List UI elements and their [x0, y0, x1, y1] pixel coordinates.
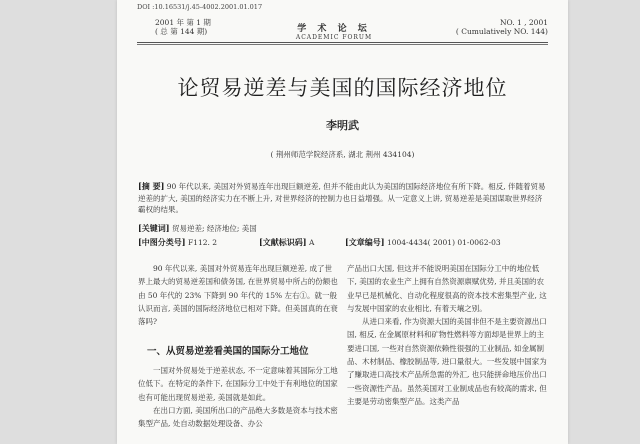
classification-number — [138, 237, 217, 248]
journal-page — [117, 0, 568, 444]
article-no-label: [文章编号] — [345, 237, 385, 247]
keywords-label: [关键词] — [138, 223, 170, 233]
body-column-right — [347, 262, 547, 408]
classification-label: [中图分类号] — [138, 237, 186, 247]
keywords-text: 贸易逆差; 经济地位; 美国 — [171, 224, 257, 233]
keywords — [138, 223, 257, 234]
abstract-label: [摘 要] — [138, 181, 165, 191]
classification-value: F112. 2 — [187, 238, 218, 247]
header-rule — [137, 42, 548, 43]
left-paragraph-2: 一国对外贸易处于逆差状态, 不一定意味着其国际分工地位低下。在特定的条件下, 在国际分工中处于有利地位的国家也有可能出现贸易逆差, 美国就是如此。 — [138, 366, 338, 402]
left-paragraph-1: 90 年代以来, 美国对外贸易连年出现巨额逆差, 成了世界上最大的贸易逆差国和债务国, 在世界贸易中所占的份额也由 50 年代的 23% 下降到 90 年代的 15% 左右①。就一般认识而言, 美国的国际经济地位已相对下降。但美国真的在衰落吗? — [138, 264, 338, 327]
issue-line-2: ( 总 第 144 期) — [155, 27, 208, 36]
abstract-text: 90 年代以来, 美国对外贸易连年出现巨额逆差, 但并不能由此认为美国的国际经济地位有所下降。相反, 伴随着贸易逆差的扩大, 美国的经济实力在不断上升, 对世界经济的控制力也日益增强。从一定意义上讲, 贸易逆差是美国谋取世界经济霸权的结果。 — [138, 182, 546, 214]
no-line-1: NO. 1 , 2001 — [499, 18, 548, 27]
issue-info — [155, 18, 211, 36]
left-paragraph-3: 在出口方面, 美国所出口的产品绝大多数是资本与技术密集型产品, 处自动数据处理设备、办公 — [138, 405, 338, 429]
article-no-value: 1004-4434( 2001) 01-0062-03 — [386, 238, 501, 247]
issue-line-1: 2001 年 第 1 期 — [155, 18, 211, 27]
doc-code-label: [文献标识码] — [259, 237, 307, 247]
body-column-left-lower — [138, 364, 338, 430]
section-heading: 一、从贸易逆差看美国的国际分工地位 — [147, 346, 309, 357]
article-title: 论贸易逆差与美国的国际经济地位 — [177, 76, 508, 100]
doi-label: DOI :10.16531/j.45-4002.2001.01.017 — [137, 3, 263, 11]
right-paragraph-1: 产品出口大国, 但这并不能说明美国在国际分工中的地位低下, 美国的农业生产上拥有自然资源禀赋优势, 并且美国的农业早已是机械化、自动化程度很高的资本技术密集型产业, 这与发展中国家的农业相比, 有着天壤之别。 — [347, 264, 547, 313]
journal-name — [279, 21, 389, 41]
abstract — [138, 181, 548, 216]
journal-name-en: ACADEMIC FORUM — [295, 34, 373, 41]
author-affiliation: ( 荆州师范学院经济系, 湖北 荆州 434104) — [270, 150, 415, 159]
right-paragraph-2: 从进口来看, 作为资源大国的美国非但不是主要资源出口国, 相反, 在金属原材料和矿物性燃料等方面却是世界上的主要进口国, 一些对自然资源依赖性很强的工业制品, 如金属制品、木材制品、橡胶制品等, 进口量很大。一些发展中国家为了赚取进口高技术产品所急需的外汇, 也只能拼命地压价出口一些资源性产品。虽然美国对工业制成品也有较高的需求, 但主要是劳动密集型产品。这类产品 — [347, 317, 547, 406]
article-author: 李明武 — [326, 119, 359, 132]
doc-code-value: A — [308, 238, 315, 247]
document-code — [259, 237, 314, 248]
cumulative-issue-info — [456, 18, 548, 36]
journal-name-cn: 学 术 论 坛 — [297, 24, 371, 34]
header-rule-thin — [137, 44, 548, 45]
no-line-2: ( Cumulatively NO. 144) — [455, 27, 548, 36]
body-column-left — [138, 262, 338, 328]
article-number — [345, 237, 501, 248]
